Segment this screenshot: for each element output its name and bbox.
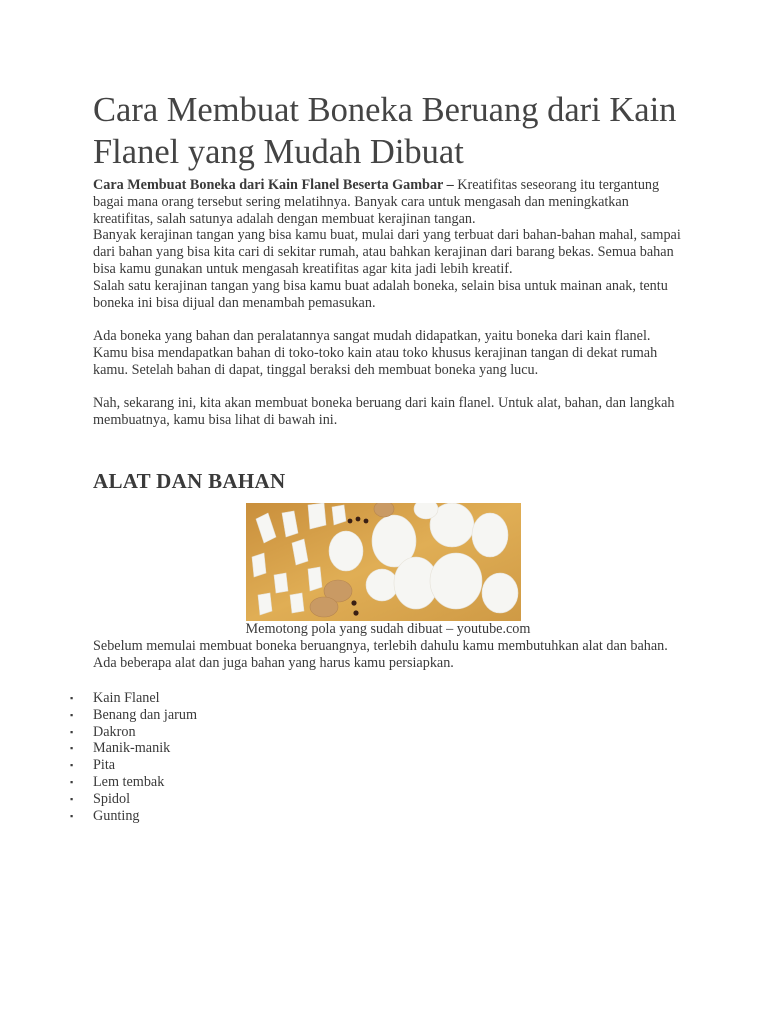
- materials-list: [70, 690, 198, 824]
- list-item-text: Dakron: [93, 723, 136, 740]
- section-heading: ALAT DAN BAHAN: [93, 469, 286, 493]
- page-title: Cara Membuat Boneka Beruang dari Kain Flanel yang Mudah Dibuat: [93, 91, 677, 171]
- intro-lead-rest: Kreatifitas seseorang itu tergantung bagai mana orang tersebut sering melatihnya. Banyak cara untuk mengasah dan meningkatkan kreatifitas, salah satunya adalah dengan membuat kerajinan tangan.: [93, 177, 660, 227]
- list-item-text: Lem tembak: [93, 773, 165, 790]
- bullet-icon: ▪: [70, 776, 74, 787]
- list-item: [70, 723, 197, 741]
- felt-pattern-photo: [246, 503, 521, 621]
- bullet-icon: ▪: [70, 760, 74, 771]
- bullet-icon: ▪: [70, 793, 74, 804]
- list-item: [70, 690, 197, 707]
- list-item: [70, 807, 197, 825]
- bullet-icon: ▪: [70, 693, 74, 703]
- intro-paragraph-4: Ada boneka yang bahan dan peralatannya sangat mudah didapatkan, yaitu boneka dari kain flanel. Kamu bisa mendapatkan bahan di toko-toko kain atau toko khusus kerajinan tangan di dekat rumah kamu. Setelah bahan di dapat, tinggal beraksi deh membuat boneka yang lucu.: [93, 328, 658, 378]
- list-item-text: Pita: [93, 757, 116, 774]
- intro-paragraph-5: Nah, sekarang ini, kita akan membuat boneka beruang dari kain flanel. Untuk alat, bahan, dan langkah membuatnya, kamu bisa lihat di bawah ini.: [93, 395, 675, 429]
- list-item: [70, 740, 197, 757]
- bullet-icon: ▪: [70, 709, 74, 720]
- after-image-text: [93, 638, 683, 672]
- intro-paragraph-2: Banyak kerajinan tangan yang bisa kamu buat, mulai dari yang terbuat dari bahan-bahan mahal, sampai dari bahan yang bisa kita cari di sekitar rumah, atau bahkan kerajinan dari barang bekas. Semua bahan bisa kamu gunakan untuk mengasah kreatifitas agar kita jadi lebih kreatif.: [93, 227, 681, 277]
- bullet-icon: ▪: [70, 743, 74, 754]
- intro-paragraph-1: [93, 177, 683, 227]
- list-item-text: Gunting: [93, 807, 140, 824]
- list-item-text: Benang dan jarum: [93, 706, 198, 723]
- intro-paragraph-3: Salah satu kerajinan tangan yang bisa kamu buat adalah boneka, selain bisa untuk mainan anak, tentu boneka ini bisa dijual dan menambah pemasukan.: [93, 277, 668, 311]
- list-item-text: Spidol: [93, 790, 131, 807]
- list-item: [70, 773, 197, 791]
- list-item-text: Kain Flanel: [93, 690, 160, 706]
- list-item: [70, 790, 197, 808]
- intro-text: [93, 177, 683, 429]
- felt-pattern-illustration: [246, 503, 521, 621]
- bullet-icon: ▪: [70, 810, 74, 821]
- intro-lead-bold: Cara Membuat Boneka dari Kain Flanel Beserta Gambar –: [93, 177, 454, 193]
- list-item: [70, 706, 198, 724]
- image-caption: Memotong pola yang sudah dibuat – youtube.com: [245, 621, 531, 637]
- list-item: [70, 757, 197, 774]
- bullet-icon: ▪: [70, 726, 74, 737]
- materials-intro-paragraph: Sebelum memulai membuat boneka beruangnya, terlebih dahulu kamu membutuhkan alat dan bahan. Ada beberapa alat dan juga bahan yang harus kamu persiapkan.: [93, 638, 668, 671]
- list-item-text: Manik-manik: [93, 740, 171, 757]
